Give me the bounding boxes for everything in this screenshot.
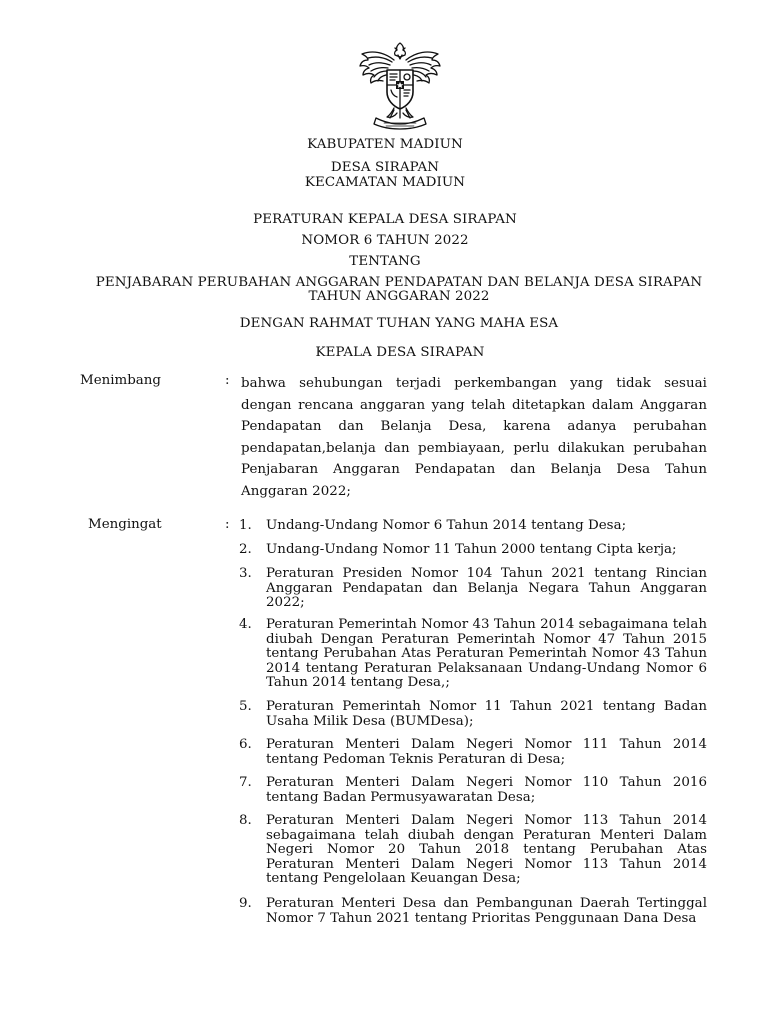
list-item-number: 9.	[239, 896, 252, 911]
remembering-colon: :	[225, 517, 230, 532]
considering-text: bahwa sehubungan terjadi perkembangan yang tidak sesuai dengan rencana anggaran yang telah ditetapkan dalam Anggaran Pendapatan dan Belanja Desa, karena adanya perubahan pendapatan,belanja dan pembiayaan, perlu dilakukan perubahan Penjabaran Anggaran Pendapatan dan Belanja Desa Tahun Anggaran 2022;	[241, 376, 707, 499]
about-label: TENTANG	[349, 254, 421, 269]
subject-line-2: TAHUN ANGGARAN 2022	[308, 289, 490, 304]
list-item-text: Undang-Undang Nomor 6 Tahun 2014 tentang Desa;	[266, 518, 627, 533]
remembering-label: Mengingat	[88, 517, 162, 532]
list-item-text: Peraturan Menteri Dalam Negeri Nomor 113 Tahun 2014 sebagaimana telah diubah dengan Peraturan Menteri Dalam Negeri Nomor 20 Tahun 2018 tentang Perubahan Atas Peraturan Menteri Dalam Negeri Nomor 113 Tahun 2014 tentang Pengelolaan Keuangan Desa;	[266, 813, 707, 887]
village-name: DESA SIRAPAN	[330, 160, 440, 175]
regulation-number: NOMOR 6 TAHUN 2022	[301, 233, 469, 248]
regency-name: KABUPATEN MADIUN	[307, 137, 463, 152]
district-name: KECAMATAN MADIUN	[304, 175, 466, 190]
list-item-text: Peraturan Presiden Nomor 104 Tahun 2021 tentang Rincian Anggaran Pendapatan dan Belanja Negara Tahun Anggaran 2022;	[266, 566, 707, 611]
list-item-text: Peraturan Menteri Dalam Negeri Nomor 111 Tahun 2014 tentang Pedoman Teknis Peraturan di Desa;	[266, 737, 707, 767]
list-item-number: 2.	[239, 542, 252, 557]
subject-line-1: PENJABARAN PERUBAHAN ANGGARAN PENDAPATAN DAN BELANJA DESA SIRAPAN	[95, 275, 703, 290]
garuda-emblem-icon	[354, 40, 446, 132]
considering-colon: :	[225, 373, 230, 388]
list-item-number: 8.	[239, 813, 252, 828]
considering-label: Menimbang	[80, 373, 161, 388]
list-item-text: Peraturan Pemerintah Nomor 11 Tahun 2021 tentang Badan Usaha Milik Desa (BUMDesa);	[266, 699, 707, 729]
list-item-text: Peraturan Pemerintah Nomor 43 Tahun 2014 sebagaimana telah diubah Dengan Peraturan Pemerintah Nomor 47 Tahun 2015 tentang Perubahan Atas Peraturan Pemerintah Nomor 43 Tahun 2014 tentang Peraturan Pelaksanaan Undang-Undang Nomor 6 Tahun 2014 tentang Desa,;	[266, 617, 707, 691]
authority-line: KEPALA DESA SIRAPAN	[315, 345, 485, 360]
list-item-number: 1.	[239, 518, 252, 533]
list-item-number: 7.	[239, 775, 252, 790]
blessing-line: DENGAN RAHMAT TUHAN YANG MAHA ESA	[239, 316, 559, 331]
list-item-number: 5.	[239, 699, 252, 714]
list-item-text: Undang-Undang Nomor 11 Tahun 2000 tentang Cipta kerja;	[266, 542, 677, 557]
list-item-number: 3.	[239, 566, 252, 581]
list-item-text: Peraturan Menteri Dalam Negeri Nomor 110 Tahun 2016 tentang Badan Permusyawaratan Desa;	[266, 775, 707, 805]
list-item-number: 6.	[239, 737, 252, 752]
regulation-title: PERATURAN KEPALA DESA SIRAPAN	[253, 212, 517, 227]
list-item-text: Peraturan Menteri Desa dan Pembangunan Daerah Tertinggal Nomor 7 Tahun 2021 tentang Prioritas Penggunaan Dana Desa	[266, 896, 707, 926]
list-item-number: 4.	[239, 617, 252, 632]
